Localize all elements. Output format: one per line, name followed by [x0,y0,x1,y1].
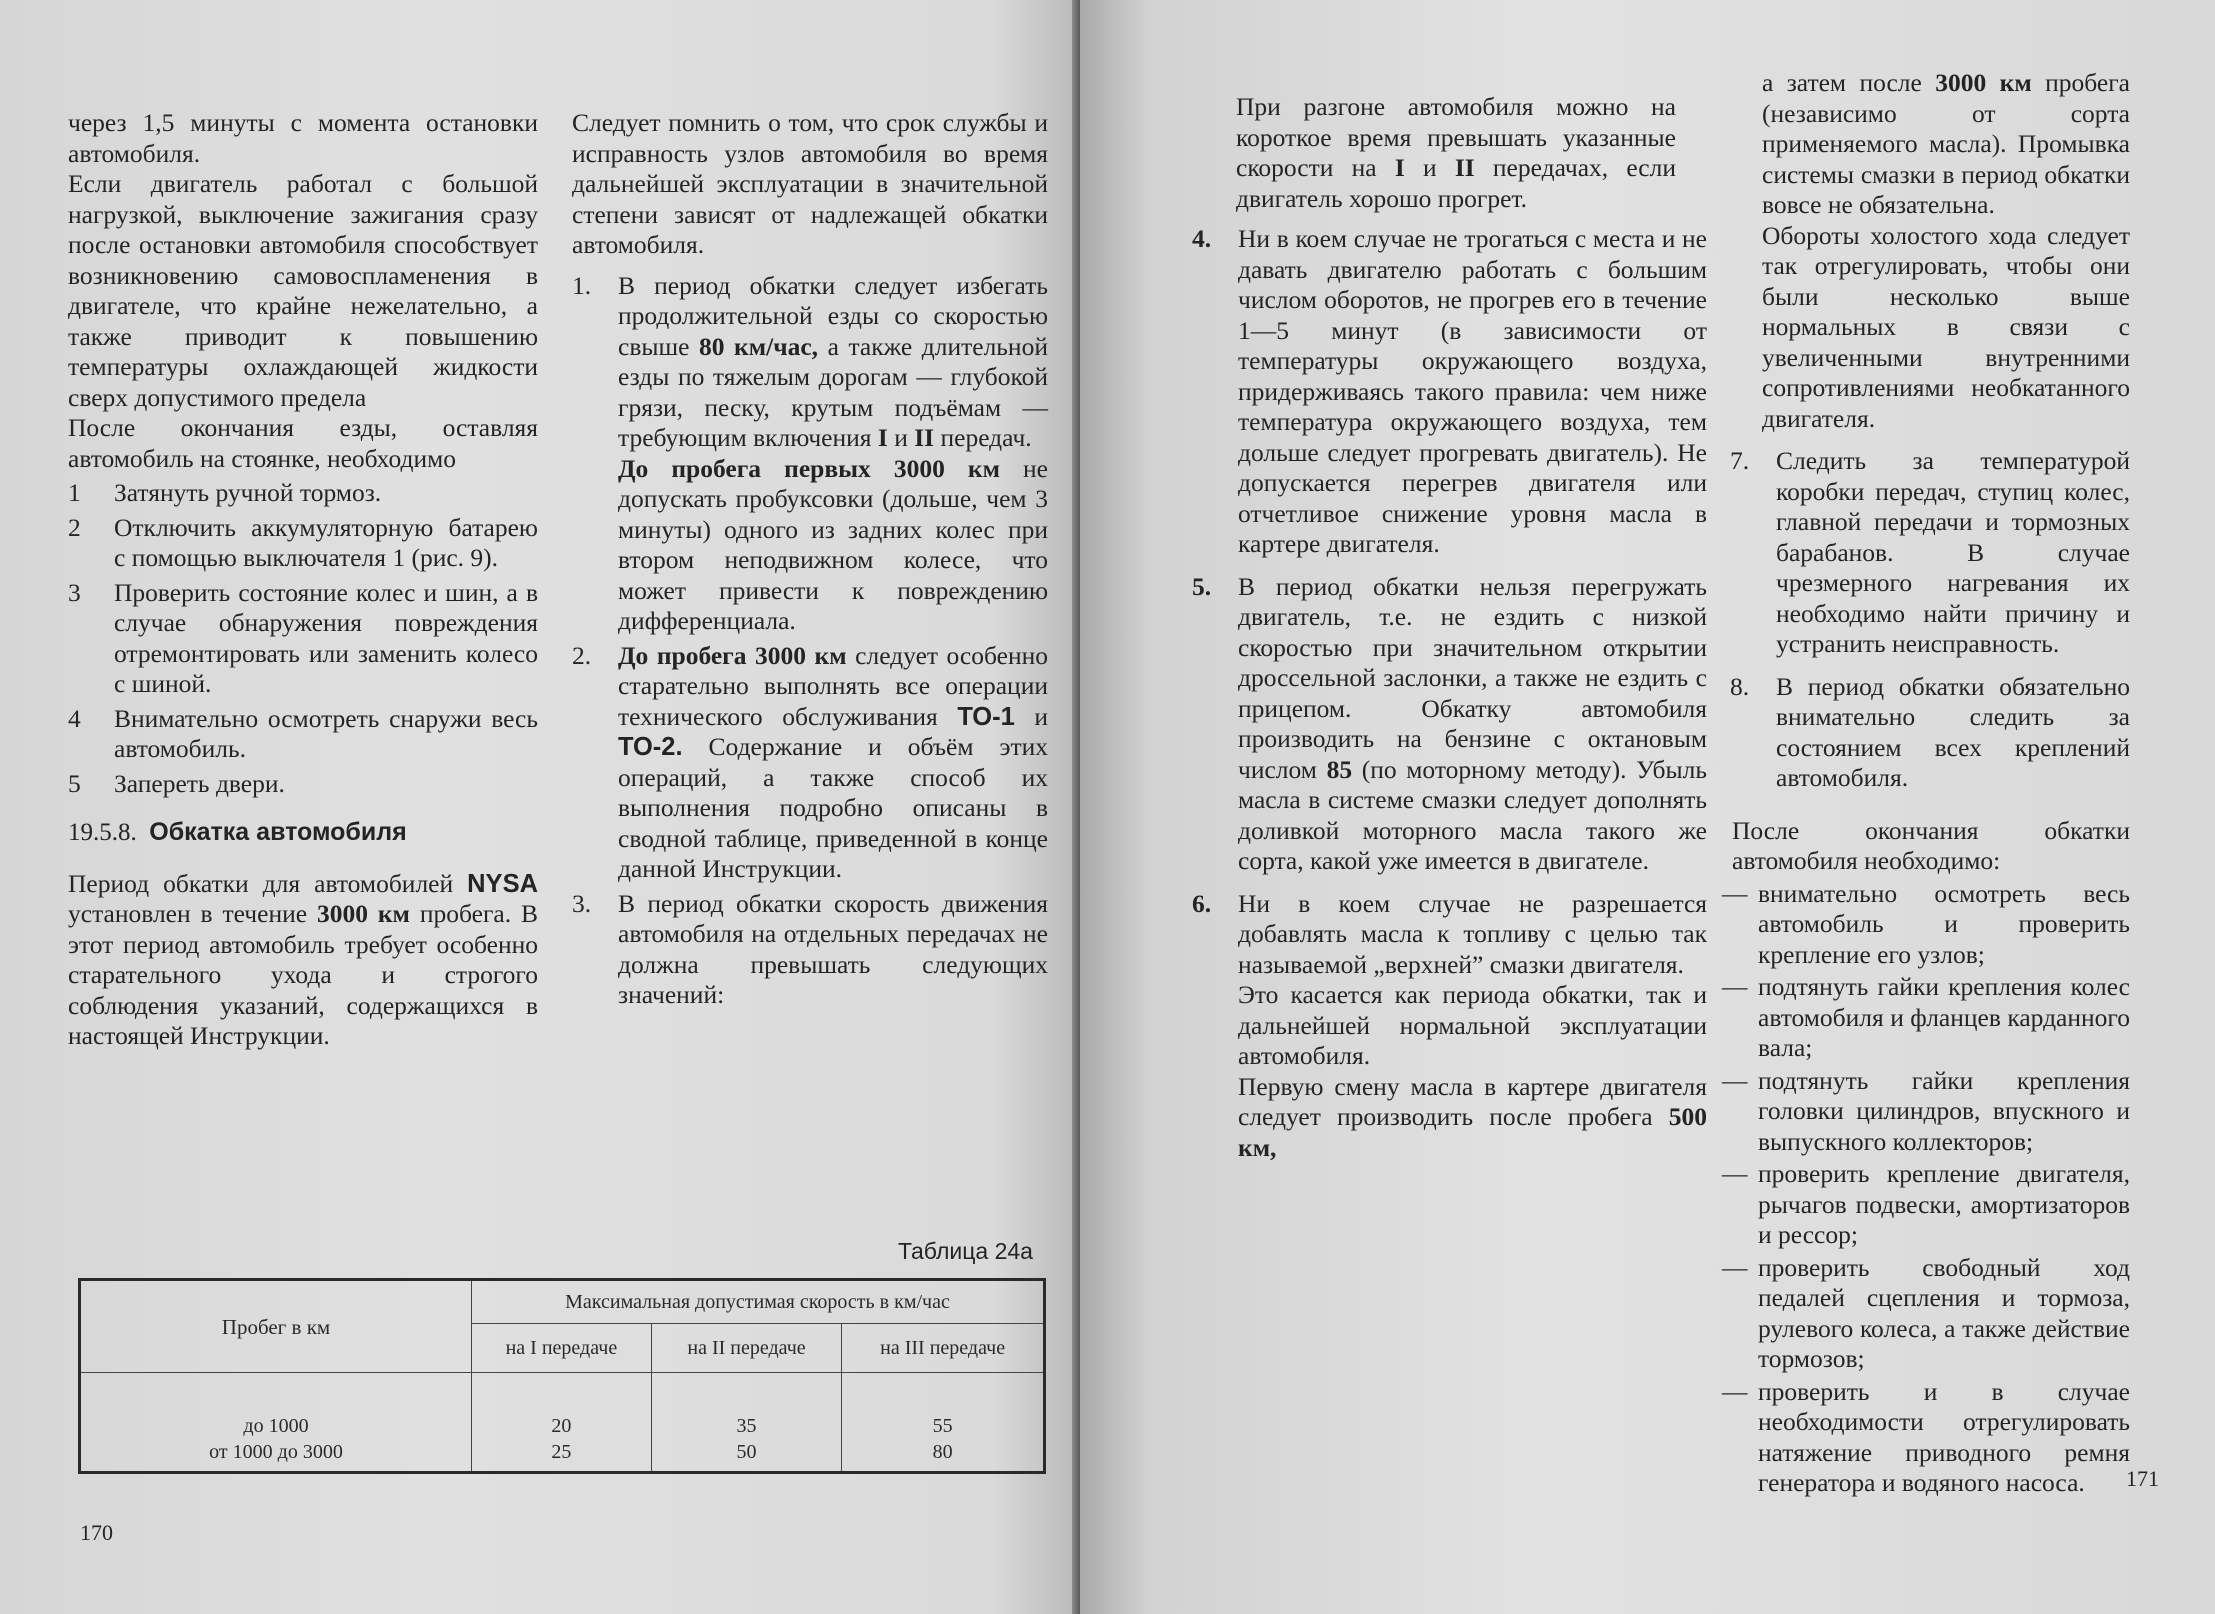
table-cell-speed: 55 80 [842,1373,1045,1473]
section-title: Обкатка автомобиля [149,818,407,846]
item-text: Отключить аккумуляторную батарею с помощью выключателя 1 (рис. 9). [114,512,538,572]
paragraph: Период обкатки для автомобилей NYSA установлен в течение 3000 км пробега. В этот период автомобиль требует особенно старательного ухода и строгого соблюдения указаний, содержащихся в настоящей Инструкции. [68,868,539,1050]
left-page [0,0,1080,1614]
table-header-gear: на I передаче [472,1324,652,1373]
table-header-gear: на II передаче [651,1324,841,1373]
dash-list [1662,879,2130,1499]
list-item [68,769,538,800]
item-number: 1 [68,478,81,507]
item-text: Следить за температурой коробки передач, ступиц колес, главной передачи и тормозных барабанов. В случае чрезмерного нагревания их необходимо найти причину и устранить неисправность. [1776,446,2130,658]
paragraph: Следует помнить о том, что срок службы и исправность узлов автомобиля во время дальнейшей эксплуатации в значительной степени зависят от надлежащей обкатки автомобиля. [572,108,1048,259]
item-text: Затянуть ручной тормоз. [114,478,382,507]
paragraph: через 1,5 минуты с момента остановки автомобиля. [68,108,538,168]
list-item [68,704,538,765]
table-cell-run: до 1000 от 1000 до 3000 [80,1373,472,1473]
list-item [68,578,538,700]
section-heading [68,817,538,849]
list-item [1142,889,1707,1164]
paragraph: После окончания езды, оставляя автомобиль на стоянке, необходимо [68,413,538,473]
item-text: Проверить состояние колес и шин, а в случае обнаружения повреждения отремонтировать или заменить колесо с шиной. [114,577,538,698]
list-item: — проверить крепление двигателя, рычагов подвески, амортизаторов и рессор; [1722,1159,2130,1249]
item-text: До пробега 3000 км следует особенно старательно выполнять все операции технического обслуживания ТО-1 и ТО-2. Содержание и объём этих операций, а также способ их выполнения подробно описаны в сводной таблице, приведенной в конце данной Инструкции. [618,640,1049,883]
list-item [1142,224,1707,560]
item-number: 7. [1730,446,1750,475]
table-header-speed: Максимальная допустимая скорость в км/час [472,1280,1045,1324]
list-item: — подтянуть гайки крепления головки цилиндров, впускного и выпускного коллекторов; [1722,1065,2130,1156]
list-item [1142,572,1707,877]
left-column-2 [572,108,1048,1011]
speed-limit-table [78,1278,1046,1474]
table-header-gear: на III передаче [842,1324,1045,1373]
paragraph: При разгоне автомобиля можно на короткое время превышать указанные скорости на I и II передачах, если двигатель хорошо прогрет. [1236,92,1676,213]
right-column-1 [1142,92,1707,1163]
table-cell-speed: 20 25 [472,1373,652,1473]
item-text: В период обкатки скорость движения автомобиля на отдельных передачах не должна превышать следующих значений: [618,888,1048,1009]
item-text: Ни в коем случае не трогаться с места и не давать двигателю работать с большим числом оборотов, не прогрев его в течение 1—5 минут (в зависимости от температуры окружающего воздуха, придерживаясь такого правила: чем ниже температура окружающего воздуха, тем дольше следует прогревать двигатель). Не допускается перегрев двигателя или отчетливое снижение уровня масла в картере двигателя. [1238,224,1707,558]
right-page [1080,0,2215,1614]
item-text: Запереть двери. [114,768,285,798]
list-item: — внимательно осмотреть весь автомобиль и проверить крепление его узлов; [1722,878,2130,969]
item-number: 5 [68,768,81,798]
list-item: — проверить и в случае необходимости отрегулировать натяжение приводного ремня генератора и водяного насоса. [1722,1376,2130,1497]
list-item [572,889,1048,1011]
item-number: 3. [572,888,592,918]
item-text: В период обкатки нельзя перегружать двигатель, т.е. не ездить с низкой скоростью при значительном открытии дроссельной заслонки, а также не ездить с прицепом. Обкатку автомобиля производить на бензине с октановым числом 85 (по моторному методу). Убыль масла в системе смазки следует дополнять доливкой моторного масла такого же сорта, какой уже имеется в двигателе. [1238,571,1708,875]
item-number: 6. [1192,888,1212,918]
item-text: В период обкатки обязательно внимательно следить за состоянием всех креплений автомобиля. [1776,671,2130,792]
item-text: Внимательно осмотреть снаружи весь автомобиль. [114,703,538,763]
item-text: В период обкатки следует избегать продолжительной езды со скоростью свыше 80 км/час, а также длительной езды по тяжелым дорогам — глубокой грязи, песку, крутым подъёмам — требующим включения I и II передач. До пробега первых 3000 км не допускать пробуксовки (дольше, чем 3 минуты) одного из задних колес при втором неподвижном колесе, что может привести к повреждению дифференциала. [618,270,1048,635]
item-number: 4. [1192,224,1212,253]
list-item [1662,672,2130,794]
paragraph: После окончания обкатки автомобиля необходимо: [1732,815,2130,875]
item-number: 2 [68,512,81,542]
table-header-run: Пробег в км [80,1280,472,1373]
item-number: 3 [68,577,81,607]
list-item: — подтянуть гайки крепления колес автомобиля и фланцев карданного вала; [1722,972,2130,1062]
list-item [68,513,538,574]
list-item [68,478,538,509]
list-item: — проверить свободный ход педалей сцепления и тормоза, рулевого колеса, а также действие тормозов; [1722,1252,2130,1373]
paragraph: а затем после 3000 км пробега (независимо от сорта применяемого масла). Промывка системы смазки в период обкатки вовсе не обязательна. [1762,68,2130,219]
left-column-1 [68,108,538,1052]
item-text: Ни в коем случае не разрешается добавлять масла к топливу с целью так называемой „верхней” смазки двигателя. Это касается как периода обкатки, так и дальнейшей нормальной эксплуатации автомобиля. Первую смену масла в картере двигателя следует производить после пробега 500 км, [1238,888,1707,1162]
list-item [572,271,1048,637]
item-number: 8. [1730,671,1750,701]
paragraph: Если двигатель работал с большой нагрузкой, выключение зажигания сразу после остановки автомобиля способствует возникновению самовоспламенения в двигателе, что крайне нежелательно, а также приводит к повышению температуры охлаждающей жидкости сверх допустимого предела [68,169,538,412]
paragraph: Обороты холостого хода следует так отрегулировать, чтобы они были несколько выше нормальных в связи с увеличенными внутренними сопротивлениями необкатанного двигателя. [1762,220,2130,433]
item-number: 1. [572,270,592,300]
item-number: 4 [68,703,81,733]
list-item [572,641,1048,885]
table-caption: Таблица 24а [898,1238,1033,1264]
page-number: 171 [2126,1466,2159,1491]
section-number: 19.5.8. [68,819,137,846]
right-column-2 [1662,68,2130,1499]
item-number: 5. [1192,571,1212,601]
list-item [1662,446,2130,660]
table-cell-speed: 35 50 [651,1373,841,1473]
page-number: 170 [80,1520,113,1545]
item-number: 2. [572,640,592,670]
